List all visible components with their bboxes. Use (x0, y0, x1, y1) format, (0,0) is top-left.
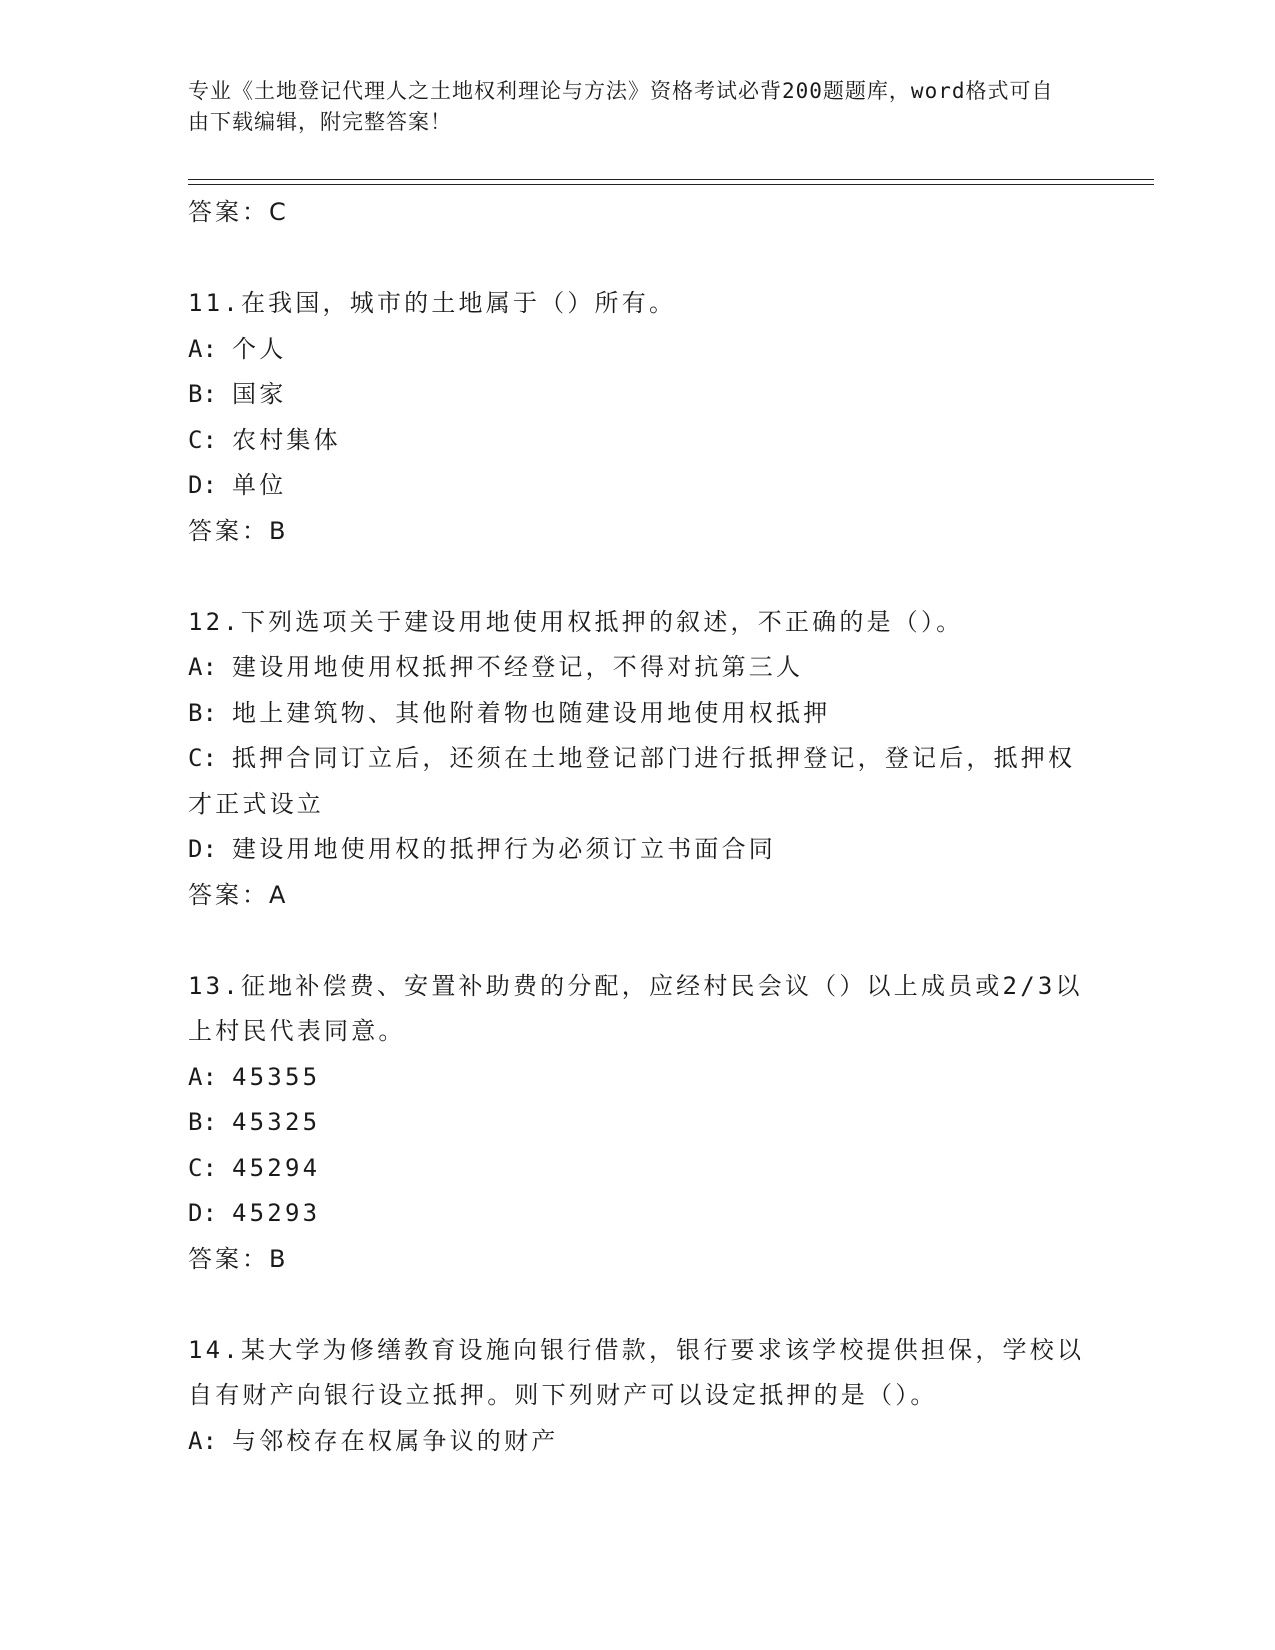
option-text: 45355 (232, 1062, 321, 1091)
option-key: B: (188, 698, 217, 727)
answer-line (188, 873, 1088, 918)
question-block (188, 964, 1088, 1282)
option-key: C: (188, 744, 217, 772)
option-key: C: (188, 425, 217, 454)
option-item (188, 327, 1088, 373)
option-item (188, 1419, 1088, 1465)
answer-label: 答案： (188, 198, 269, 226)
option-item (188, 691, 1088, 737)
option-key: D: (188, 835, 217, 863)
option-key: D: (188, 1199, 217, 1227)
option-text: 个人 (232, 334, 287, 363)
option-text: 抵押合同订立后，还须在土地登记部门进行抵押登记，登记后，抵押权才正式设立 (188, 744, 1076, 818)
option-item (188, 645, 1088, 691)
option-text: 45325 (232, 1108, 321, 1136)
header-rule-bottom (188, 184, 1154, 185)
option-item (188, 1055, 1088, 1101)
answer-label: 答案： (188, 1244, 269, 1273)
option-item (188, 418, 1088, 464)
option-item (188, 736, 1088, 827)
question-block (188, 600, 1088, 918)
answer-value: B (269, 1244, 287, 1273)
option-text: 农村集体 (232, 425, 341, 454)
option-key: A: (188, 1426, 217, 1455)
answer-value: B (269, 516, 287, 545)
question-stem: 13.征地补偿费、安置补助费的分配，应经村民会议（）以上成员或2/3以上村民代表同意。 (188, 971, 1083, 1045)
option-text: 与邻校存在权属争议的财产 (232, 1426, 559, 1455)
option-text: 45293 (232, 1199, 321, 1227)
option-text: 45294 (232, 1153, 321, 1182)
answer-line (188, 190, 1088, 235)
answer-value: C (269, 198, 287, 226)
option-key: A: (188, 334, 217, 363)
question-stem: 11.在我国，城市的土地属于（）所有。 (188, 289, 677, 317)
option-key: D: (188, 471, 217, 499)
header-rule-top (188, 179, 1154, 180)
option-key: A: (188, 1062, 217, 1091)
option-item (188, 463, 1088, 509)
answer-value: A (269, 880, 287, 909)
option-key: B: (188, 1108, 217, 1136)
option-key: A: (188, 653, 217, 681)
question-block (188, 281, 1088, 554)
answer-label: 答案： (188, 516, 269, 545)
question-block (188, 1328, 1088, 1465)
option-item (188, 372, 1088, 418)
option-text: 建设用地使用权的抵押行为必须订立书面合同 (232, 835, 776, 863)
answer-line (188, 509, 1088, 554)
option-text: 国家 (232, 380, 287, 408)
option-text: 建设用地使用权抵押不经登记，不得对抗第三人 (232, 653, 804, 681)
question-stem: 14.某大学为修缮教育设施向银行借款，银行要求该学校提供担保，学校以自有财产向银行设立抵押。则下列财产可以设定抵押的是（）。 (188, 1335, 1085, 1409)
option-item (188, 1191, 1088, 1237)
option-key: C: (188, 1153, 217, 1182)
option-item (188, 827, 1088, 873)
answer-label: 答案： (188, 880, 269, 909)
question-list (188, 190, 1088, 1464)
answer-line (188, 1237, 1088, 1282)
question-stem: 12.下列选项关于建设用地使用权抵押的叙述，不正确的是（）。 (188, 607, 964, 636)
document-header: 专业《土地登记代理人之土地权利理论与方法》资格考试必背200题题库，word格式可自由下载编辑，附完整答案！ (188, 79, 1054, 134)
option-item (188, 1100, 1088, 1146)
option-key: B: (188, 380, 217, 408)
option-text: 单位 (232, 471, 287, 499)
option-item (188, 1146, 1088, 1192)
option-text: 地上建筑物、其他附着物也随建设用地使用权抵押 (232, 698, 831, 727)
